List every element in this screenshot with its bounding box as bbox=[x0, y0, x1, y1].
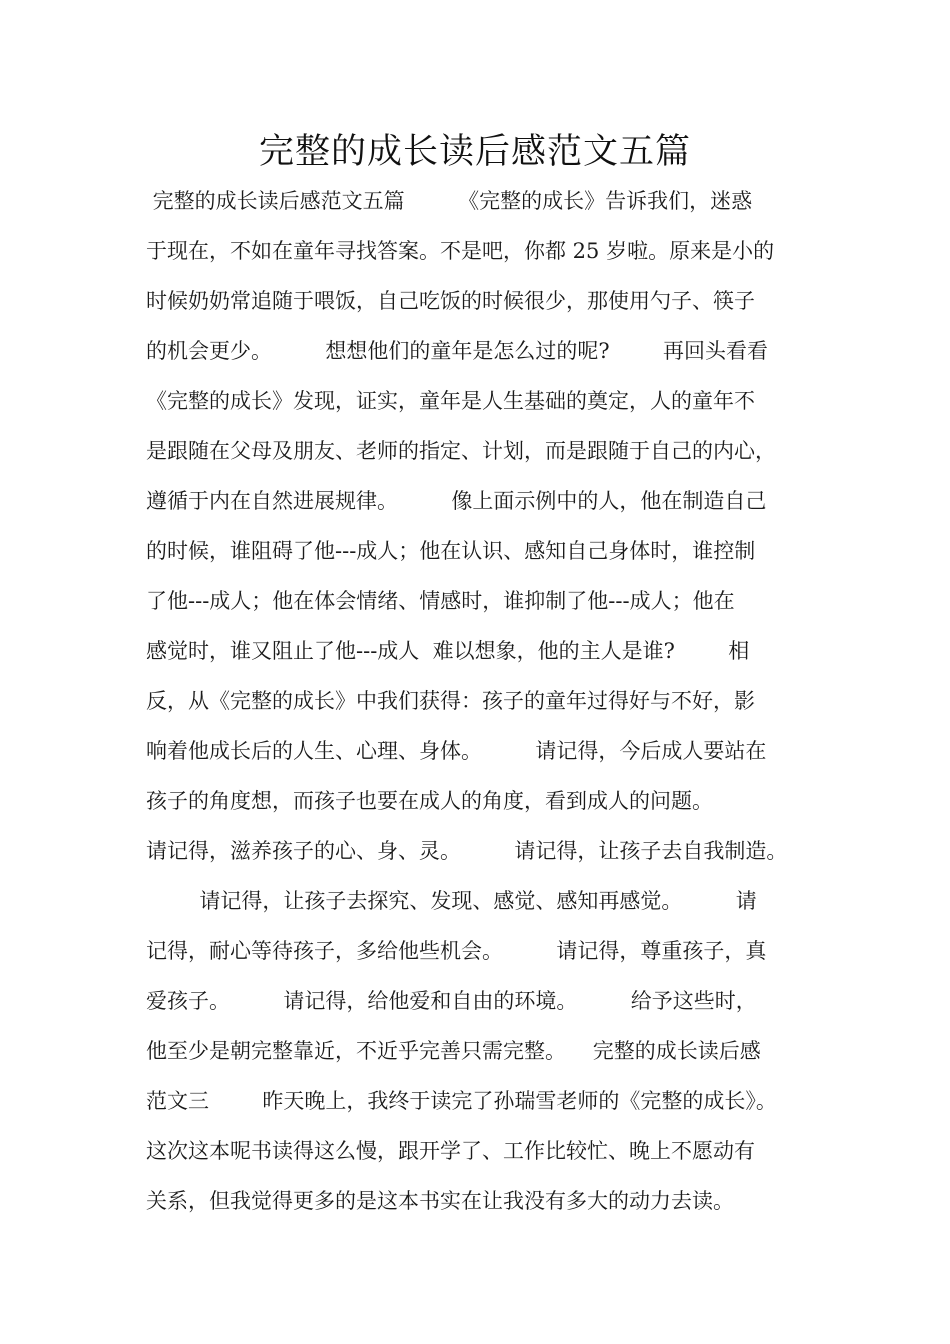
body-text-line: 于现在，不如在童年寻找答案。不是吧，你都 25 岁啦。原来是小的 bbox=[146, 239, 775, 263]
body-text-line: 《完整的成长》发现，证实，童年是人生基础的奠定，人的童年不 bbox=[146, 389, 755, 413]
body-text-line: 这次这本呢书读得这么慢，跟开学了、工作比较忙、晚上不愿动有 bbox=[146, 1139, 755, 1163]
body-text-line: 记得，耐心等待孩子，多给他些机会。 请记得，尊重孩子，真 bbox=[146, 939, 767, 963]
body-text-line: 他至少是朝完整靠近，不近乎完善只需完整。 完整的成长读后感 bbox=[146, 1039, 761, 1063]
body-text-line: 关系，但我觉得更多的是这本书实在让我没有多大的动力去读。 bbox=[146, 1189, 734, 1213]
body-text-line: 孩子的角度想，而孩子也要在成人的角度，看到成人的问题。 bbox=[146, 789, 713, 813]
body-text-line: 响着他成长后的人生、心理、身体。 请记得，今后成人要站在 bbox=[146, 739, 767, 763]
body-text-line: 范文三 昨天晚上，我终于读完了孙瑞雪老师的《完整的成长》。 bbox=[146, 1089, 777, 1113]
body-text-line: 爱孩子。 请记得，给他爱和自由的环境。 给予这些时， bbox=[146, 989, 757, 1013]
body-text-line: 是跟随在父母及朋友、老师的指定、计划，而是跟随于自己的内心， bbox=[146, 439, 776, 463]
body-text-line: 反，从《完整的成长》中我们获得：孩子的童年过得好与不好，影 bbox=[146, 689, 755, 713]
body-text-line: 感觉时，谁又阻止了他---成人 难以想象，他的主人是谁? 相 bbox=[146, 639, 750, 663]
document-body bbox=[146, 176, 826, 1226]
body-text-line: 请记得，滋养孩子的心、身、灵。 请记得，让孩子去自我制造。 bbox=[146, 839, 788, 863]
body-text-line: 的机会更少。 想想他们的童年是怎么过的呢? 再回头看看 bbox=[146, 339, 769, 363]
body-text-line: 请记得，让孩子去探究、发现、感觉、感知再感觉。 请 bbox=[146, 889, 757, 913]
body-text-line: 遵循于内在自然进展规律。 像上面示例中的人，他在制造自己 bbox=[146, 489, 767, 513]
body-text-line: 完整的成长读后感范文五篇 《完整的成长》告诉我们，迷惑 bbox=[146, 189, 753, 213]
document-title: 完整的成长读后感范文五篇 bbox=[258, 132, 691, 172]
body-text-line: 的时候，谁阻碍了他---成人；他在认识、感知自己身体时，谁控制 bbox=[146, 539, 756, 563]
body-text-line: 了他---成人；他在体会情绪、情感时，谁抑制了他---成人；他在 bbox=[146, 589, 735, 613]
body-text-line: 时候奶奶常追随于喂饭，自己吃饭的时候很少，那使用勺子、筷子 bbox=[146, 289, 755, 313]
